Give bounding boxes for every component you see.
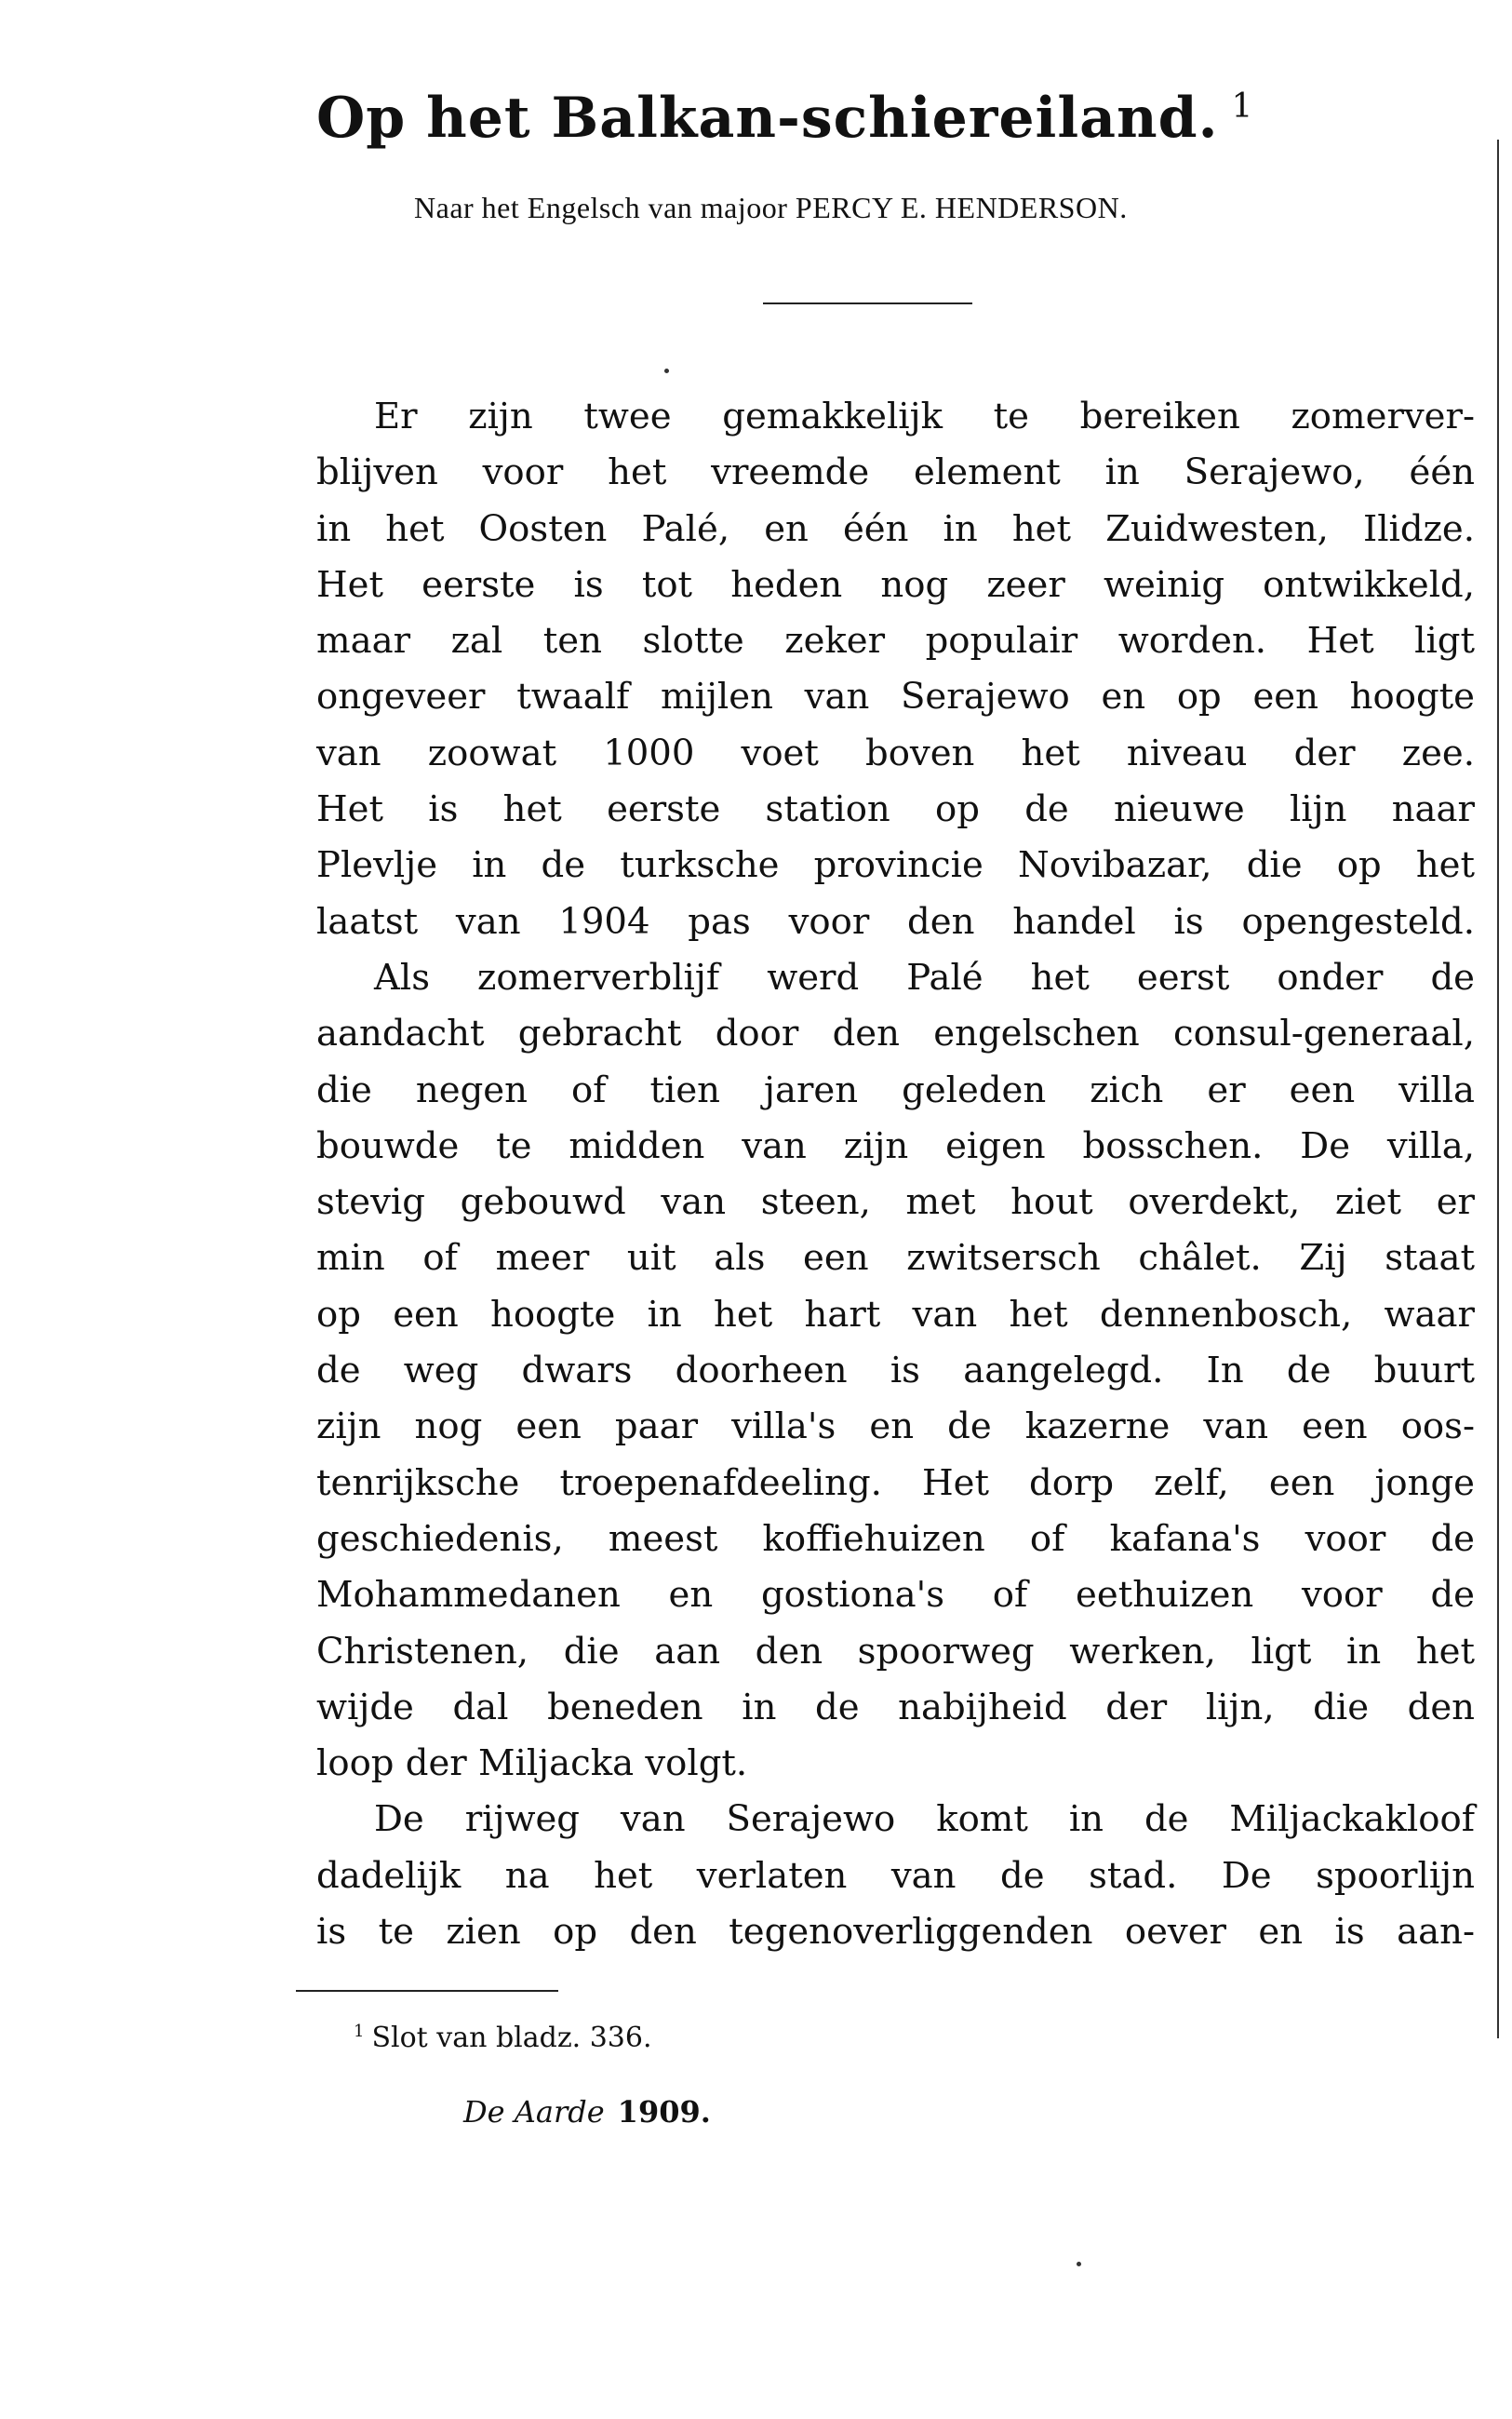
footnote-text: Slot van bladz. 336. bbox=[371, 2022, 652, 2054]
body-line: loop der Miljacka volgt. bbox=[316, 1742, 748, 1785]
article-body bbox=[316, 389, 1475, 1960]
body-line: geschiedenis, meest koffiehuizen of kafana's voor de bbox=[316, 1517, 1475, 1560]
body-line: van zoowat 1000 voet boven het niveau der zee. bbox=[316, 732, 1475, 774]
journal-year: 1909. bbox=[617, 2094, 711, 2130]
body-line: op een hoogte in het hart van het dennenbosch, waar bbox=[316, 1293, 1475, 1336]
body-line: stevig gebouwd van steen, met hout overdekt, ziet er bbox=[316, 1181, 1475, 1224]
page-margin-line bbox=[1497, 140, 1499, 2038]
body-line: laatst van 1904 pas voor den handel is opengesteld. bbox=[316, 900, 1475, 943]
body-line: in het Oosten Palé, en één in het Zuidwesten, Ilidze. bbox=[316, 507, 1475, 550]
body-line: min of meer uit als een zwitsersch châlet. Zij staat bbox=[316, 1237, 1475, 1280]
body-line: Mohammedanen en gostiona's of eethuizen voor de bbox=[316, 1574, 1475, 1617]
body-line: De rijweg van Serajewo komt in de Miljackakloof bbox=[374, 1798, 1475, 1841]
title-text: Op het Balkan-schiereiland. bbox=[316, 86, 1219, 151]
footnote-mark: 1 bbox=[354, 2022, 365, 2041]
body-line: bouwde te midden van zijn eigen bosschen. De villa, bbox=[316, 1124, 1475, 1167]
body-line: aandacht gebracht door den engelschen consul-generaal, bbox=[316, 1013, 1475, 1055]
footnote bbox=[354, 2022, 652, 2054]
body-line: wijde dal beneden in de nabijheid der lijn, die den bbox=[316, 1686, 1475, 1728]
article-title bbox=[316, 86, 1452, 151]
body-line: Het is het eerste station op de nieuwe lijn naar bbox=[316, 788, 1475, 831]
body-line: Als zomerverblijf werd Palé het eerst onder de bbox=[374, 956, 1475, 999]
print-speck bbox=[664, 369, 669, 373]
title-divider bbox=[763, 302, 972, 304]
article-subtitle: Naar het Engelsch van majoor PERCY E. HENDERSON. bbox=[414, 191, 1128, 224]
print-speck bbox=[1077, 2262, 1081, 2266]
body-line: blijven voor het vreemde element in Serajewo, één bbox=[316, 451, 1475, 494]
body-line: Plevlje in de turksche provincie Novibazar, die op het bbox=[316, 844, 1475, 887]
body-line: dadelijk na het verlaten van de stad. De spoorlijn bbox=[316, 1854, 1475, 1897]
body-line: ongeveer twaalf mijlen van Serajewo en op een hoogte bbox=[316, 676, 1475, 719]
body-line: Er zijn twee gemakkelijk te bereiken zomerver- bbox=[374, 396, 1475, 437]
title-footnote-mark: 1 bbox=[1231, 87, 1254, 126]
body-line: Christenen, die aan den spoorweg werken, ligt in het bbox=[316, 1630, 1475, 1673]
body-line: de weg dwars doorheen is aangelegd. In de buurt bbox=[316, 1350, 1475, 1392]
footnote-divider bbox=[296, 1990, 558, 1992]
body-line: is te zien op den tegenoverliggenden oever en is aan- bbox=[316, 1911, 1475, 1954]
body-line: Het eerste is tot heden nog zeer weinig ontwikkeld, bbox=[316, 563, 1475, 606]
page-signature bbox=[463, 2094, 711, 2130]
body-line: zijn nog een paar villa's en de kazerne van een oos- bbox=[316, 1405, 1475, 1448]
body-line: die negen of tien jaren geleden zich er een villa bbox=[316, 1068, 1475, 1111]
journal-name: De Aarde bbox=[463, 2094, 605, 2130]
body-line: tenrijksche troepenafdeeling. Het dorp zelf, een jonge bbox=[316, 1461, 1475, 1504]
body-line: maar zal ten slotte zeker populair worden. Het ligt bbox=[316, 620, 1475, 663]
